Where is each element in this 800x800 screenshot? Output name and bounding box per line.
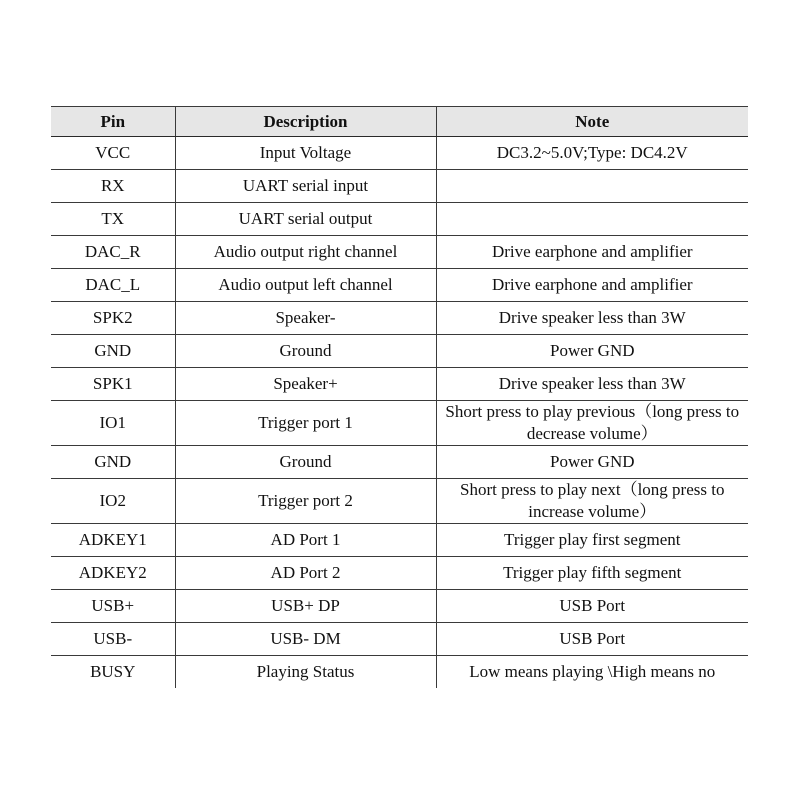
description-cell: Ground (175, 446, 436, 479)
description-cell: AD Port 2 (175, 557, 436, 590)
description-cell: Speaker+ (175, 368, 436, 401)
pin-cell: BUSY (51, 656, 175, 689)
pin-table (51, 106, 748, 688)
table-row (51, 557, 748, 590)
note-cell: USB Port (436, 623, 748, 656)
pin-cell: SPK2 (51, 302, 175, 335)
note-cell: Power GND (436, 446, 748, 479)
table-row (51, 137, 748, 170)
header-description: Description (175, 107, 436, 137)
note-cell: Drive speaker less than 3W (436, 368, 748, 401)
pin-cell: VCC (51, 137, 175, 170)
table-row (51, 446, 748, 479)
pin-cell: ADKEY2 (51, 557, 175, 590)
description-cell: USB- DM (175, 623, 436, 656)
pin-cell: USB+ (51, 590, 175, 623)
pin-cell: DAC_L (51, 269, 175, 302)
header-note: Note (436, 107, 748, 137)
table-row (51, 269, 748, 302)
pin-cell: GND (51, 446, 175, 479)
description-cell: Ground (175, 335, 436, 368)
table-row (51, 590, 748, 623)
table-row (51, 401, 748, 446)
note-cell: Drive earphone and amplifier (436, 236, 748, 269)
pin-cell: IO1 (51, 401, 175, 446)
table-row (51, 623, 748, 656)
pin-cell: DAC_R (51, 236, 175, 269)
note-cell: Power GND (436, 335, 748, 368)
pin-cell: USB- (51, 623, 175, 656)
pin-cell: GND (51, 335, 175, 368)
pin-cell: TX (51, 203, 175, 236)
description-cell: Playing Status (175, 656, 436, 689)
table-row (51, 170, 748, 203)
table-row (51, 236, 748, 269)
note-cell: USB Port (436, 590, 748, 623)
note-cell: Short press to play next（long press to increase volume） (436, 479, 748, 524)
pin-cell: RX (51, 170, 175, 203)
pin-cell: IO2 (51, 479, 175, 524)
description-cell: UART serial output (175, 203, 436, 236)
note-cell: Low means playing \High means no (469, 662, 716, 681)
table-row (51, 368, 748, 401)
note-cell: DC3.2~5.0V;Type: DC4.2V (436, 137, 748, 170)
pin-cell: ADKEY1 (51, 524, 175, 557)
description-cell: Audio output left channel (175, 269, 436, 302)
note-cell (436, 170, 748, 203)
note-cell: Drive speaker less than 3W (436, 302, 748, 335)
description-cell: Trigger port 2 (175, 479, 436, 524)
note-cell: Trigger play fifth segment (436, 557, 748, 590)
header-row (51, 107, 748, 137)
pin-cell: SPK1 (51, 368, 175, 401)
description-cell: Speaker- (175, 302, 436, 335)
note-cell: Short press to play previous（long press to decrease volume） (436, 401, 748, 446)
note-cell: Drive earphone and amplifier (436, 269, 748, 302)
table-row (51, 524, 748, 557)
table-row (51, 203, 748, 236)
description-cell: USB+ DP (175, 590, 436, 623)
description-cell: Audio output right channel (175, 236, 436, 269)
note-cell (436, 203, 748, 236)
table-row (51, 335, 748, 368)
header-pin: Pin (51, 107, 175, 137)
note-cell: Trigger play first segment (436, 524, 748, 557)
table-row (51, 656, 748, 689)
description-cell: AD Port 1 (175, 524, 436, 557)
description-cell: Trigger port 1 (175, 401, 436, 446)
description-cell: UART serial input (175, 170, 436, 203)
description-cell: Input Voltage (175, 137, 436, 170)
table-row (51, 479, 748, 524)
table-row (51, 302, 748, 335)
